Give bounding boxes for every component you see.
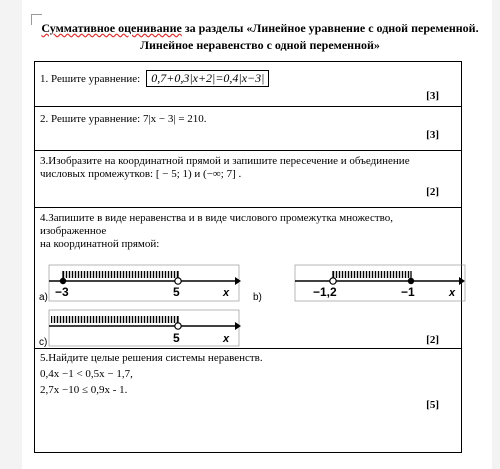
figure-c-label: c) xyxy=(39,337,48,348)
task-5-line-1: 5.Найдите целые решения системы неравенств. xyxy=(40,352,263,364)
task-3-line-1: 3.Изобразите на координатной прямой и запишите пересечение и объединение xyxy=(40,155,410,167)
task-3-text xyxy=(40,155,410,181)
title-line-1-rest: за разделы «Линейное уравнение с одной переменной. xyxy=(181,21,479,35)
title-underlined-word: Суммативное оценивание xyxy=(41,21,182,35)
task-row-1 xyxy=(35,62,461,107)
task-1-label: 1. Решите уравнение: xyxy=(40,73,141,85)
task-3-line-2: числовых промежутков: [ − 5; 1) и (−∞; 7] . xyxy=(40,168,242,180)
document-title xyxy=(40,20,480,54)
figure-b-right-value: −1 xyxy=(401,285,415,299)
figure-a-left-value: −3 xyxy=(55,285,69,299)
tasks-table xyxy=(34,61,462,453)
figure-b-number-line xyxy=(251,263,466,303)
figure-a-axis-label: x xyxy=(223,287,230,299)
figure-b-label: b) xyxy=(253,292,262,303)
task-4-text xyxy=(40,212,393,251)
task-5-inequality-2: 2,7x −10 ≤ 0,9x - 1. xyxy=(40,384,128,396)
task-row-5 xyxy=(35,349,461,452)
task-2-text: 2. Решите уравнение: 7|x − 3| = 210. xyxy=(40,113,207,125)
figure-b-left-value: −1,2 xyxy=(313,285,337,299)
task-row-4 xyxy=(35,208,461,349)
task-1-formula: 0,7+0,3|x+2|=0,4|x−3| xyxy=(146,70,269,87)
figure-b-axis-label: x xyxy=(449,287,456,299)
figure-c-right-value: 5 xyxy=(173,331,180,345)
task-5-inequality-1: 0,4x −1 < 0,5x − 1,7, xyxy=(40,368,133,380)
task-1-points: [3] xyxy=(426,90,439,102)
figure-a-label: а) xyxy=(39,292,48,303)
task-5-text xyxy=(40,352,263,397)
figure-c-number-line xyxy=(35,308,240,348)
task-4-points: [2] xyxy=(426,334,439,346)
task-row-2 xyxy=(35,107,461,151)
task-row-3 xyxy=(35,151,461,208)
title-line-1 xyxy=(40,20,480,37)
figure-a-number-line xyxy=(35,263,240,303)
task-4-line-1: 4.Запишите в виде неравенства и в виде числового промежутка множество, xyxy=(40,212,394,224)
figure-c-axis-label: x xyxy=(223,333,230,345)
task-5-points: [5] xyxy=(426,399,439,411)
task-1-text xyxy=(40,70,269,87)
task-4-line-2: изображенное xyxy=(40,225,107,237)
task-2-points: [3] xyxy=(426,129,439,141)
title-line-2: Линейное неравенство с одной переменной» xyxy=(140,38,380,52)
task-3-points: [2] xyxy=(426,186,439,198)
figure-a-right-value: 5 xyxy=(173,285,180,299)
task-4-line-3: на координатной прямой: xyxy=(40,238,160,250)
